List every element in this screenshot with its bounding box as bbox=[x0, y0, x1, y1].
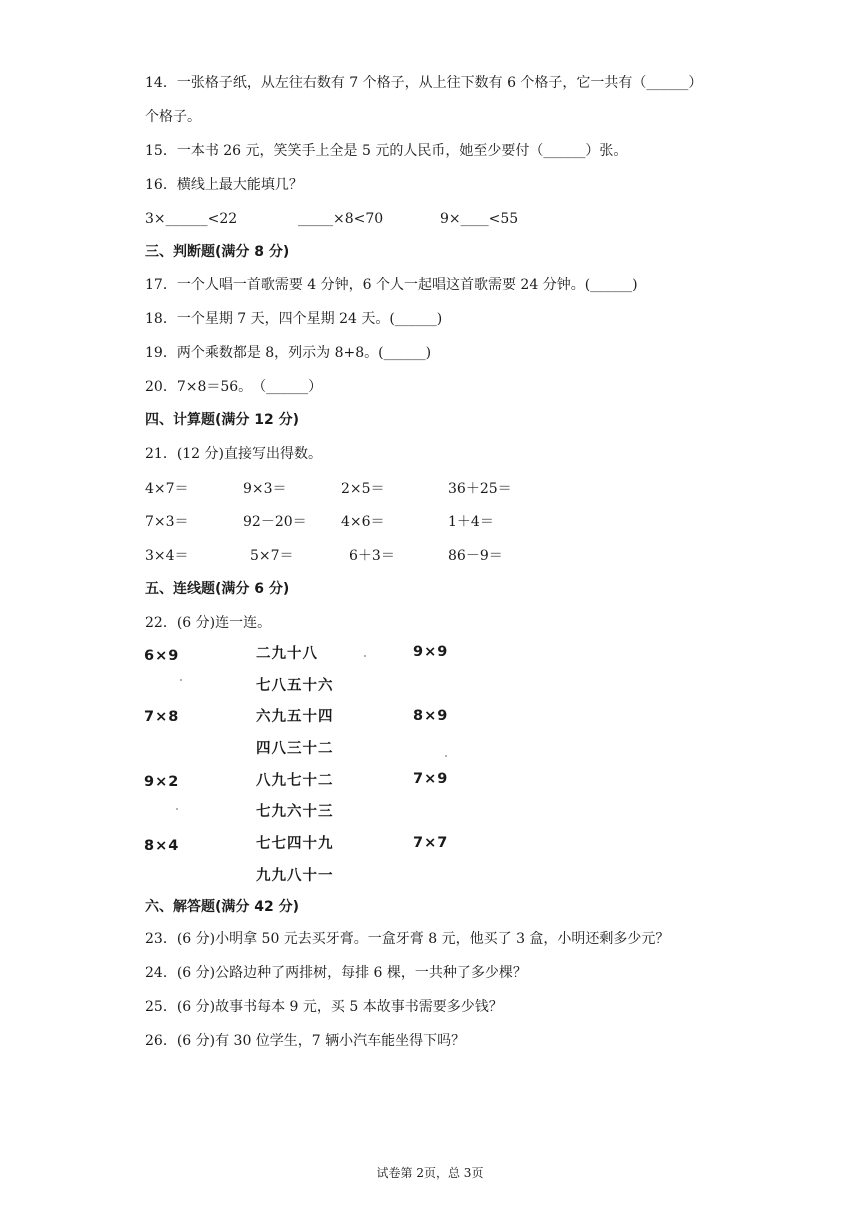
match-right-item: 8×9 bbox=[413, 708, 449, 724]
match-middle-item: 八九七十二 bbox=[256, 773, 334, 789]
question-18: 18．一个星期 7 天，四个星期 24 天。(______) bbox=[145, 311, 443, 327]
match-left-item: 6×9 bbox=[144, 648, 180, 664]
question-16-item-a: 3×______<22 bbox=[145, 211, 238, 227]
calc-item: 9×3＝ bbox=[243, 481, 287, 497]
question-16-item-c: 9×____<55 bbox=[440, 211, 519, 227]
match-middle-item: 七九六十三 bbox=[256, 804, 334, 820]
calc-item: 4×6＝ bbox=[341, 514, 385, 530]
scan-speck bbox=[176, 808, 178, 810]
calc-item: 7×3＝ bbox=[145, 514, 189, 530]
match-middle-item: 七八五十六 bbox=[256, 678, 334, 694]
scan-speck bbox=[180, 679, 182, 681]
match-left-item: 9×2 bbox=[144, 774, 180, 790]
match-left-item: 7×8 bbox=[144, 709, 180, 725]
match-right-item: 9×9 bbox=[413, 644, 449, 660]
question-22: 22．(6 分)连一连。 bbox=[145, 615, 272, 631]
question-26: 26．(6 分)有 30 位学生，7 辆小汽车能坐得下吗？ bbox=[145, 1033, 466, 1049]
question-19: 19．两个乘数都是 8，列示为 8+8。(______) bbox=[145, 345, 432, 361]
match-middle-item: 六九五十四 bbox=[256, 709, 334, 725]
question-14-line1: 14．一张格子纸，从左往右数有 7 个格子，从上往下数有 6 个格子，它一共有（______） bbox=[145, 75, 703, 91]
calc-item: 92－20＝ bbox=[243, 514, 307, 530]
question-16-item-b: _____×8<70 bbox=[298, 211, 384, 227]
section-4-heading: 四、计算题(满分 12 分) bbox=[145, 412, 300, 428]
question-15: 15．一本书 26 元，笑笑手上全是 5 元的人民币，她至少要付（______）张。 bbox=[145, 143, 628, 159]
calc-item: 4×7＝ bbox=[145, 481, 189, 497]
calc-item: 1＋4＝ bbox=[448, 514, 494, 530]
scan-speck bbox=[364, 655, 366, 657]
page-footer: 试卷第 2页，总 3页 bbox=[376, 1166, 484, 1180]
question-17: 17．一个人唱一首歌需要 4 分钟，6 个人一起唱这首歌需要 24 分钟。(______) bbox=[145, 277, 638, 293]
match-middle-item: 四八三十二 bbox=[256, 741, 334, 757]
question-25: 25．(6 分)故事书每本 9 元，买 5 本故事书需要多少钱？ bbox=[145, 999, 503, 1015]
calc-item: 5×7＝ bbox=[250, 548, 294, 564]
match-middle-item: 九九八十一 bbox=[256, 868, 334, 884]
calc-item: 36＋25＝ bbox=[448, 481, 512, 497]
question-20: 20．7×8＝56。 （______） bbox=[145, 379, 323, 395]
match-middle-item: 七七四十九 bbox=[256, 836, 334, 852]
section-6-heading: 六、解答题(满分 42 分) bbox=[145, 899, 300, 915]
question-16: 16．横线上最大能填几？ bbox=[145, 177, 303, 193]
match-right-item: 7×7 bbox=[413, 835, 449, 851]
match-right-item: 7×9 bbox=[413, 771, 449, 787]
calc-item: 2×5＝ bbox=[341, 481, 385, 497]
section-3-heading: 三、判断题(满分 8 分) bbox=[145, 244, 290, 260]
scan-speck bbox=[445, 755, 447, 757]
match-left-item: 8×4 bbox=[144, 838, 180, 854]
calc-item: 86－9＝ bbox=[448, 548, 503, 564]
match-middle-item: 二九十八 bbox=[256, 646, 318, 662]
section-5-heading: 五、连线题(满分 6 分) bbox=[145, 581, 290, 597]
question-21: 21．(12 分)直接写出得数。 bbox=[145, 446, 323, 462]
calc-item: 6＋3＝ bbox=[349, 548, 395, 564]
question-24: 24．(6 分)公路边种了两排树，每排 6 棵，一共种了多少棵？ bbox=[145, 965, 527, 981]
question-23: 23．(6 分)小明拿 50 元去买牙膏。一盒牙膏 8 元，他买了 3 盒，小明还剩多少元？ bbox=[145, 931, 670, 947]
question-14-line2: 个格子。 bbox=[145, 109, 201, 125]
calc-item: 3×4＝ bbox=[145, 548, 189, 564]
